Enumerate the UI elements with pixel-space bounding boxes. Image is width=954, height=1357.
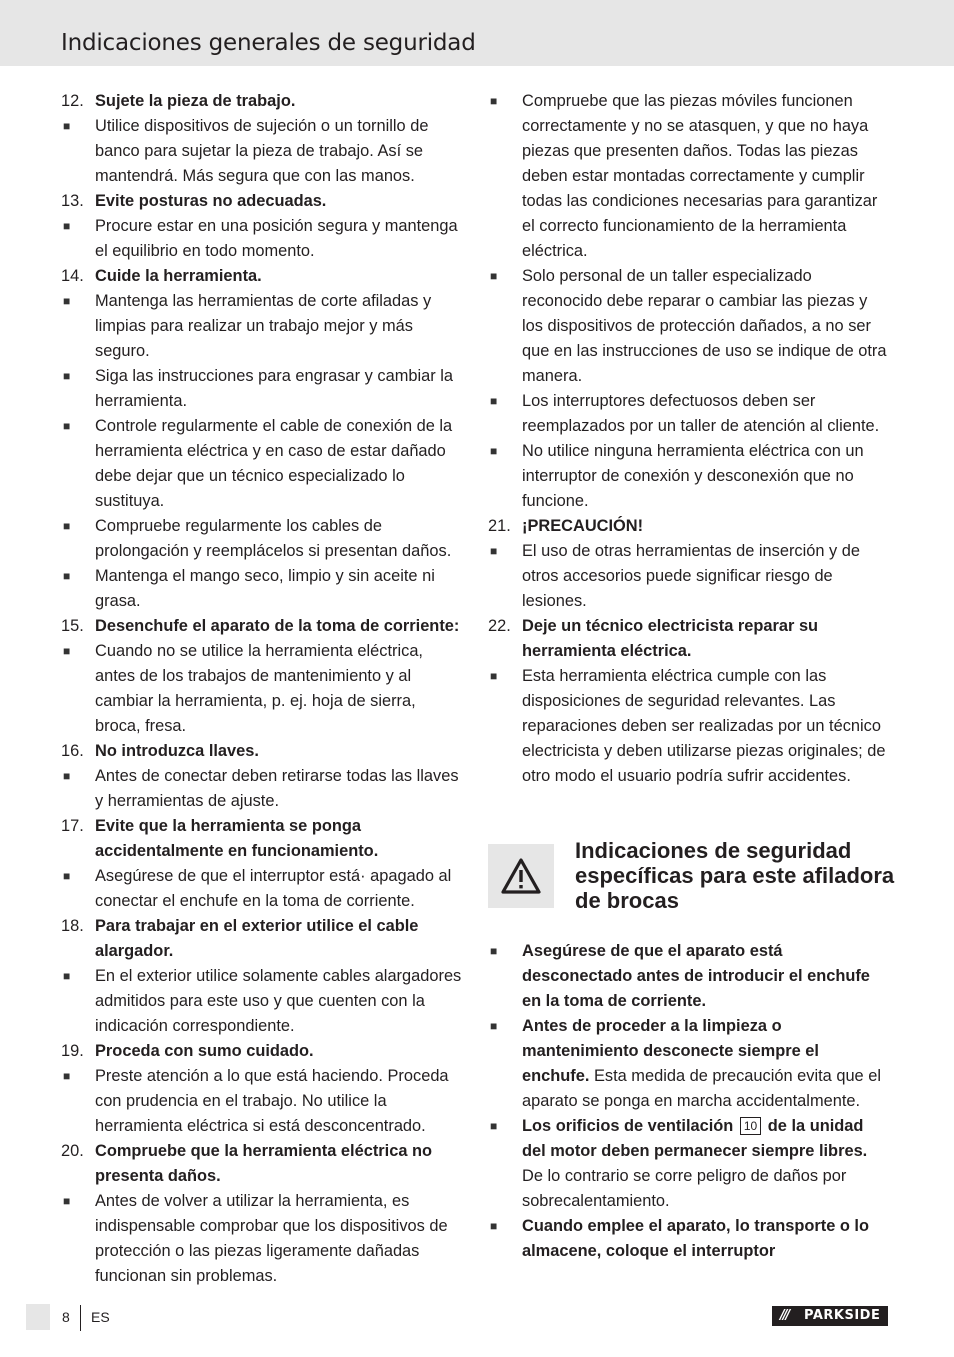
bullet-text xyxy=(522,1114,890,1214)
heading-text: Proceda con sumo cuidado. xyxy=(95,1042,314,1060)
language-code: ES xyxy=(91,1309,110,1325)
bullet-item xyxy=(61,214,463,264)
bullet-text: Mantenga el mango seco, limpio y sin aceite ni grasa. xyxy=(95,567,435,610)
numbered-heading xyxy=(61,189,463,214)
bullet-item xyxy=(61,964,463,1039)
item-number: 12. xyxy=(61,92,84,110)
bullet-marker: ■ xyxy=(490,1219,498,1233)
bullet-marker: ■ xyxy=(63,644,71,658)
item-number: 19. xyxy=(61,1042,84,1060)
bullet-text: Solo personal de un taller especializado reconocido debe reparar o cambiar las piezas y los dispositivos de protección dañados, a no ser que en las instrucciones de uso se indique de otra manera. xyxy=(522,267,887,385)
bullet-marker: ■ xyxy=(63,769,71,783)
heading-text: No introduzca llaves. xyxy=(95,742,259,760)
bullet-text: Compruebe que las piezas móviles funcionen correctamente y no se atasquen, y que no haya piezas que presenten daños. Todas las piezas deben estar montadas correctamente y cumplir todas las condiciones necesarias para garantizar el correcto funcionamiento de la herramienta eléctrica. xyxy=(522,92,878,260)
numbered-heading xyxy=(488,514,890,539)
bullet-marker: ■ xyxy=(63,219,71,233)
bullet-marker: ■ xyxy=(63,869,71,883)
section-title: Indicaciones de seguridad específicas para este afiladora de brocas xyxy=(575,838,895,913)
bullet-text: No utilice ninguna herramienta eléctrica con un interruptor de conexión y desconexión que no funcione. xyxy=(522,442,864,510)
part-reference-number: 10 xyxy=(740,1117,761,1135)
bullet-marker: ■ xyxy=(490,544,498,558)
bullet-item xyxy=(488,539,890,614)
bullet-item xyxy=(61,564,463,614)
bullet-marker: ■ xyxy=(490,269,498,283)
heading-text: Deje un técnico electricista reparar su herramienta eléctrica. xyxy=(522,617,819,660)
bullet-item xyxy=(488,1014,890,1114)
footer-tab xyxy=(26,1304,50,1330)
numbered-heading xyxy=(488,614,890,664)
heading-text: Sujete la pieza de trabajo. xyxy=(95,92,296,110)
bullet-text: Antes de volver a utilizar la herramienta, es indispensable comprobar que los dispositivos de protección o las piezas ligeramente dañadas funcionan sin problemas. xyxy=(95,1192,448,1285)
bullet-marker: ■ xyxy=(490,1119,498,1133)
bullet-marker: ■ xyxy=(490,669,498,683)
numbered-heading xyxy=(61,89,463,114)
numbered-heading xyxy=(61,1039,463,1064)
bold-text: Antes de proceder a la limpieza o mantenimiento desconecte siempre el enchufe. xyxy=(522,1017,819,1085)
bullet-marker: ■ xyxy=(63,1194,71,1208)
bullet-item xyxy=(61,864,463,914)
bullet-item xyxy=(61,414,463,514)
bullet-text: Mantenga las herramientas de corte afiladas y limpias para realizar un trabajo mejor y más seguro. xyxy=(95,292,432,360)
item-number: 16. xyxy=(61,742,84,760)
bullet-text: Los interruptores defectuosos deben ser reemplazados por un taller de atención al cliente. xyxy=(522,392,880,435)
bullet-marker: ■ xyxy=(490,944,498,958)
bullet-marker: ■ xyxy=(490,94,498,108)
bullet-text: En el exterior utilice solamente cables alargadores admitidos para este uso y que cuenten con la indicación correspondiente. xyxy=(95,967,462,1035)
right-column xyxy=(488,89,890,789)
bullet-text: Utilice dispositivos de sujeción o un tornillo de banco para sujetar la pieza de trabajo. Así se mantendrá. Más segura que con las manos. xyxy=(95,117,429,185)
item-number: 22. xyxy=(488,617,511,635)
heading-text: Compruebe que la herramienta eléctrica no presenta daños. xyxy=(95,1142,433,1185)
page-header xyxy=(0,0,954,66)
specific-safety-list xyxy=(488,939,890,1264)
numbered-heading xyxy=(61,1139,463,1189)
item-number: 15. xyxy=(61,617,84,635)
regular-text: Esta medida de precaución evita que el aparato se ponga en marcha accidentalmente. xyxy=(522,1067,881,1110)
bullet-item xyxy=(488,664,890,789)
bullet-item xyxy=(488,939,890,1014)
item-number: 20. xyxy=(61,1142,84,1160)
bullet-item xyxy=(61,364,463,414)
numbered-heading xyxy=(61,264,463,289)
heading-text: ¡PRECAUCIÓN! xyxy=(522,517,644,535)
heading-text: Desenchufe el aparato de la toma de corriente: xyxy=(95,617,460,635)
bullet-marker: ■ xyxy=(63,419,71,433)
regular-text: De lo contrario se corre peligro de daños por sobrecalentamiento. xyxy=(522,1167,847,1210)
page-number: 8 xyxy=(62,1309,70,1325)
bullet-item xyxy=(61,764,463,814)
item-number: 18. xyxy=(61,917,84,935)
bold-text-continued: de la unidad del motor deben permanecer siempre libres. xyxy=(522,1117,868,1160)
bullet-text: Procure estar en una posición segura y mantenga el equilibrio en todo momento. xyxy=(95,217,458,260)
bullet-marker: ■ xyxy=(490,444,498,458)
heading-text: Evite que la herramienta se ponga accidentalmente en funcionamiento. xyxy=(95,817,379,860)
bullet-text: El uso de otras herramientas de inserción y de otros accesorios puede significar riesgo de lesiones. xyxy=(522,542,861,610)
bullet-item xyxy=(61,289,463,364)
item-number: 13. xyxy=(61,192,84,210)
item-number: 21. xyxy=(488,517,511,535)
bullet-item xyxy=(488,439,890,514)
bullet-marker: ■ xyxy=(63,294,71,308)
numbered-heading xyxy=(61,739,463,764)
item-number: 14. xyxy=(61,267,84,285)
numbered-heading xyxy=(61,914,463,964)
bullet-item xyxy=(488,264,890,389)
page-title: Indicaciones generales de seguridad xyxy=(61,30,476,56)
bullet-item xyxy=(488,89,890,264)
bullet-item xyxy=(488,389,890,439)
bullet-item xyxy=(61,1064,463,1139)
bullet-text: Siga las instrucciones para engrasar y cambiar la herramienta. xyxy=(95,367,454,410)
bullet-item xyxy=(61,1189,463,1289)
numbered-heading xyxy=(61,614,463,639)
bullet-text: Cuando no se utilice la herramienta eléctrica, antes de los trabajos de mantenimiento y al cambiar la herramienta, p. ej. hoja de sierra, broca, fresa. xyxy=(95,642,423,735)
parkside-logo xyxy=(772,1306,888,1326)
heading-text: Para trabajar en el exterior utilice el cable alargador. xyxy=(95,917,419,960)
item-number: 17. xyxy=(61,817,84,835)
specific-safety-section-header xyxy=(488,838,898,914)
bullet-marker: ■ xyxy=(63,969,71,983)
bullet-item xyxy=(61,514,463,564)
bullet-marker: ■ xyxy=(63,369,71,383)
heading-text: Cuide la herramienta. xyxy=(95,267,262,285)
bold-text: Los orificios de ventilación xyxy=(522,1117,734,1135)
bullet-text: Preste atención a lo que está haciendo. Proceda con prudencia en el trabajo. No utilice la herramienta eléctrica si está desconcentrado. xyxy=(95,1067,449,1135)
bullet-marker: ■ xyxy=(63,519,71,533)
bullet-text: Compruebe regularmente los cables de prolongación y reemplácelos si presentan daños. xyxy=(95,517,452,560)
bullet-text xyxy=(522,939,890,1014)
heading-text: Evite posturas no adecuadas. xyxy=(95,192,327,210)
bullet-marker: ■ xyxy=(63,119,71,133)
bullet-marker: ■ xyxy=(63,1069,71,1083)
logo-text: PARKSIDE xyxy=(804,1308,881,1323)
warning-triangle-icon xyxy=(501,857,541,895)
bullet-text: Asegúrese de que el interruptor está· apagado al conectar el enchufe en la toma de corriente. xyxy=(95,867,452,910)
bullet-marker: ■ xyxy=(490,394,498,408)
bullet-item xyxy=(61,114,463,189)
bold-text: Cuando emplee el aparato, lo transporte o lo almacene, coloque el interruptor xyxy=(522,1217,869,1260)
logo-stripes: /// xyxy=(780,1308,789,1323)
bullet-text xyxy=(522,1214,890,1264)
bullet-marker: ■ xyxy=(63,569,71,583)
footer-divider xyxy=(80,1305,81,1331)
bullet-item xyxy=(488,1214,890,1264)
bullet-text: Controle regularmente el cable de conexión de la herramienta eléctrica y en caso de estar dañado debe dejar que un técnico especializado lo sustituya. xyxy=(95,417,453,510)
numbered-heading xyxy=(61,814,463,864)
bullet-marker: ■ xyxy=(490,1019,498,1033)
bullet-item xyxy=(488,1114,890,1214)
bullet-item xyxy=(61,639,463,739)
bold-text: Asegúrese de que el aparato está desconectado antes de introducir el enchufe en la toma de corriente. xyxy=(522,942,870,1010)
bullet-text: Esta herramienta eléctrica cumple con las disposiciones de seguridad relevantes. Las reparaciones deben ser realizadas por un técnico electricista y deben utilizarse piezas originales; de otro modo el usuario podría sufrir accidentes. xyxy=(522,667,886,785)
warning-icon-box xyxy=(488,844,554,908)
bullet-text xyxy=(522,1014,890,1114)
bullet-text: Antes de conectar deben retirarse todas las llaves y herramientas de ajuste. xyxy=(95,767,459,810)
left-column xyxy=(61,89,463,1289)
